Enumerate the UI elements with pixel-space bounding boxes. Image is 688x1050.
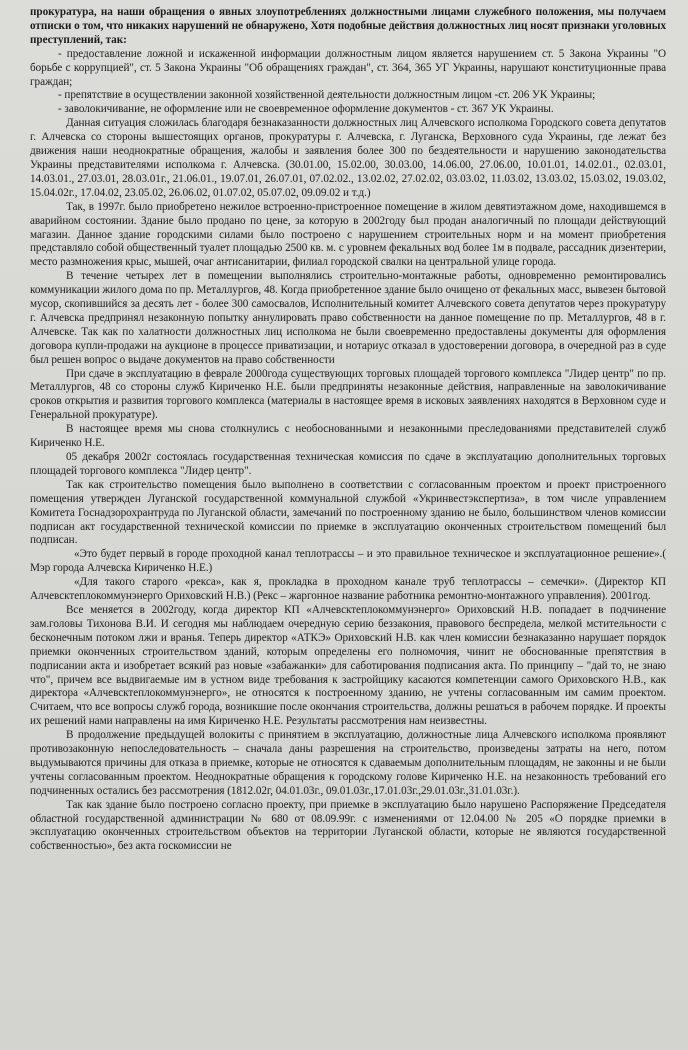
paragraph-body: При сдаче в эксплуатацию в феврале 2000года существующих торговых площадей торгового комплекса "Лидер центр" по пр. Металлургов, 48 со стороны служб Кириченко Н.Е. были предприняты незаконные действия, направленные на заволокичивание сроков открытия и развития торгового комплекса (материалы в настоящее время в исковых заявлениях находятся в Верховном суде и Генеральной прокуратуре). <box>30 367 666 422</box>
paragraph-quote: «Для такого старого «рекса», как я, прокладка в проходном канале труб теплотрассы – семечки». (Директор КП Алчевсктеплокоммунэнерго Ориховский Н.В.) (Рекс – жаргонное название работника ремонтно-монтажного управления). 2001год. <box>30 576 666 603</box>
paragraph-list-item: - предоставление ложной и искаженной информации должностным лицом является нарушением ст. 5 Закона Украины "О борьбе с коррупцией", ст. 5 Закона Украины "Об обращениях граждан", ст. 364, 365 УГ Украины, нарушают конституционные права граждан; <box>30 47 666 88</box>
paragraph-body: В настоящее время мы снова столкнулись с необоснованными и незаконными преследованиями представителей служб Кириченко Н.Е. <box>30 423 666 450</box>
paragraph-body: В течение четырех лет в помещении выполнялись строительно-монтажные работы, одновременно ремонтировались коммуникации жилого дома по пр. Металлургов, 48. Когда приобретенное здание было очищено от фекальных масс, вывезен бытовой мусор, скопившийся за десять лет - более 300 самосвалов, Исполнительный комитет Алчевского совета депутатов через прокуратуру г. Алчевска предпринял незаконную попытку аннулировать право собственности на данное помещение по пр. Металлургов, 48 в г. Алчевске. Так как по халатности должностных лиц исполкома не были своевременно предоставлены документы для оформления договора купли-продажи на аукционе в процессе приватизации, и нотариус отказал в удостоверении договора, в очередной раз в суде был решен вопрос о выдаче документов на право собственности <box>30 270 666 366</box>
paragraph-body: 05 декабря 2002г состоялась государственная техническая комиссия по сдаче в эксплуатацию дополнительных торговых площадей торгового комплекса "Лидер центр". <box>30 451 666 477</box>
paragraph-body: Так как здание было построено согласно проекту, при приемке в эксплуатацию было нарушено Распоряжение Председателя областной государственной администрации № 680 от 08.09.99г. с изменениями от 12.04.00 № 205 «О порядке приемки в эксплуатацию оконченных строительством объектов на территории Луганской области, которые не являются государственной собственностью», без акта госкомиссии не <box>30 798 666 853</box>
paragraph-body: Так как строительство помещения было выполнено в соответствии с согласованным проектом и проект пристроенного помещения утвержден Луганской государственной коммунальной службой «Укринвестэкспертиза», в том числе управлением Комитета Госнадзорохрантруда по Луганской области, замечаний по построенному зданию не было, большинством членов комиссии подписан акт государственной технической комиссии по приемке в эксплуатацию оконченных строительством помещений был подписан. <box>30 478 666 547</box>
paragraph-intro: прокуратура, на наши обращения о явных злоупотреблениях должностными лицами служебного положения, мы получаем отписки о том, что никаких нарушений не обнаружено, Хотя подобные действия должностных лиц носят признаки уголовных преступлений, так: <box>30 6 666 46</box>
paragraph-body: Так, в 1997г. было приобретено нежилое встроенно-пристроенное помещение в жилом девятиэтажном доме, находившемся в аварийном состоянии. Здание было продано по цене, за которую в 2002году был продан аналогичный по площади действующий магазин. Данное здание городскими силами было построено с нарушением строительных норм и на момент приобретения представляло собой общественный туалет площадью 2500 кв. м. с уровнем фекальных вод более 1м в подвале, рассадник дизентерии, место размножения крыс, мышей, очаг антисанитарии, филиал городской свалки на центральной улице города. <box>30 200 666 269</box>
paragraph-body: В продолжение предыдущей волокиты с принятием в эксплуатацию, должностные лица Алчевского исполкома проявляют противозаконную непоследовательность – сначала даны разрешения на строительство, произведены затраты на него, потом выдумываются причины для отказа в приемке, которые не относятся к сдаваемым дополнительным площадям, не законны и не были учтены согласованным проектом. Неоднократные обращения к городскому голове Кириченко Н.Е. на незаконность требований его подчиненных остались без рассмотрения (1812.02г, 04.01.03г., 09.01.03г.,17.01.03г.,29.01.03г.,31.01.03г.). <box>30 729 666 797</box>
paragraph-body: Данная ситуация сложилась благодаря безнаказанности должностных лиц Алчевского исполкома Городского совета депутатов г. Алчевска со стороны вышестоящих органов, прокуратуры г. Алчевска, г. Луганска, Верховного суда Украины, где лежат без движения наши неоднократные обращения, жалобы и заявления более 300 по бездеятельности и нарушению законодательства Украины представителями исполкома г. Алчевска. (30.01.00, 15.02.00, 30.03.00, 14.06.00, 27.06.00, 10.01.01, 14.02.01., 02.03.01, 14.03.01., 27.03.01, 28.03.01г., 21.06.01., 19.07.01, 26.07.01, 07.02.02., 13.02.02, 27.02.02, 03.03.02, 11.03.02, 13.03.02, 15.03.02, 19.03.02, 15.04.02г., 17.04.02, 23.05.02, 26.06.02, 01.07.02, 05.07.02, 09.09.02 и т.д.) <box>30 117 666 199</box>
paragraph-body: Все меняется в 2002году, когда директор КП «Алчевсктеплокоммунэнерго» Ориховский Н.В. попадает в подчинение зам.головы Тихонова В.И. И сегодня мы наблюдаем очередную серию беззакония, правового беспредела, мелкой мстительности с бесконечным потоком лжи и вранья. Теперь директор «АТКЭ» Ориховский Н.В. как член комиссии безнаказанно нарушает порядок приемки оконченных строительством зданий, которым определены его полномочия, чинит не обоснованные препятствия в подписании акта и изобретает всякий раз новые «забажанки» для саботирования подписания акта. По принципу – "дай то, не знаю что", причем все выдвигаемые им в устном виде требования к застройщику касаются компетенции самого Ориховского Н.В., как директора «Алчевсктеплокоммунэнерго», не относятся к построенному зданию, не учтены согласованным им самим проектом. Считаем, что все вопросы служб города, возникшие после окончания строительства, должны решаться в рабочем порядке. И проекты их решений нами направлены на имя Кириченко Н.Е. Результаты рассмотрения нам неизвестны. <box>30 603 666 728</box>
paragraph-list-item: - препятствие в осуществлении законной хозяйственной деятельности должностным лицом -ст. 206 УК Украины; <box>58 89 596 102</box>
paragraph-list-item: - заволокичивание, не оформление или не своевременное оформление документов - ст. 367 УК Украины. <box>58 103 554 116</box>
paragraph-quote: «Это будет первый в городе проходной канал теплотрассы – и это правильное техническое и эксплуатационное решение».( Мэр города Алчевска Кириченко Н.Е.) <box>30 548 666 575</box>
